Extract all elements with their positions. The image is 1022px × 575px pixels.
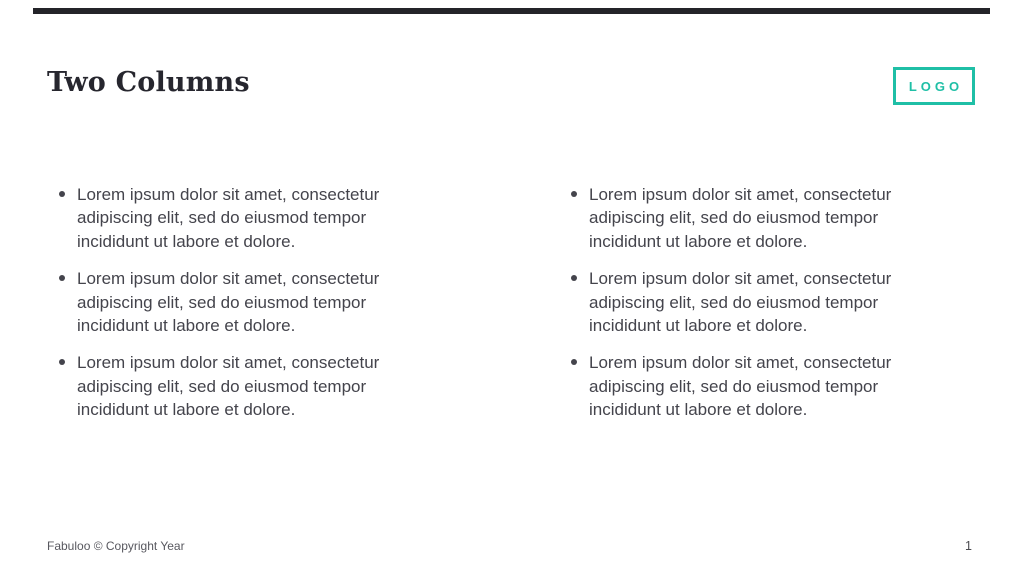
bullet-text: Lorem ipsum dolor sit amet, consectetur adipiscing elit, sed do eiusmod tempor incididunt ut labore et dolore.	[589, 185, 892, 251]
list-item	[570, 183, 918, 253]
footer-copyright: Fabuloo © Copyright Year	[47, 539, 185, 553]
bullet-text: Lorem ipsum dolor sit amet, consectetur adipiscing elit, sed do eiusmod tempor incididunt ut labore et dolore.	[77, 353, 380, 420]
page-title: Two Columns	[47, 67, 250, 98]
list-item	[58, 183, 406, 253]
bullet-text: Lorem ipsum dolor sit amet, consectetur adipiscing elit, sed do eiusmod tempor incididunt ut labore et dolore.	[77, 185, 380, 251]
logo-text: LOGO	[908, 78, 964, 94]
page-number: 1	[965, 539, 972, 553]
list-item	[58, 267, 406, 337]
bullet-dot	[59, 191, 65, 197]
bullet-text: Lorem ipsum dolor sit amet, consectetur adipiscing elit, sed do eiusmod tempor incididunt ut labore et dolore.	[77, 269, 380, 336]
bullet-list-right	[570, 183, 918, 436]
bullet-text: Lorem ipsum dolor sit amet, consectetur adipiscing elit, sed do eiusmod tempor incididunt ut labore et dolore.	[589, 269, 892, 336]
logo-badge	[893, 67, 975, 105]
bullet-text: Lorem ipsum dolor sit amet, consectetur adipiscing elit, sed do eiusmod tempor incididunt ut labore et dolore.	[589, 353, 892, 420]
bullet-list-left	[58, 183, 406, 436]
bullet-dot	[571, 275, 577, 281]
list-item	[58, 351, 406, 421]
bullet-dot	[571, 191, 577, 197]
bullet-dot	[59, 359, 65, 365]
bullet-dot	[571, 359, 577, 365]
list-item	[570, 267, 918, 337]
bullet-dot	[59, 275, 65, 281]
top-accent-bar	[33, 8, 990, 14]
list-item	[570, 351, 918, 421]
